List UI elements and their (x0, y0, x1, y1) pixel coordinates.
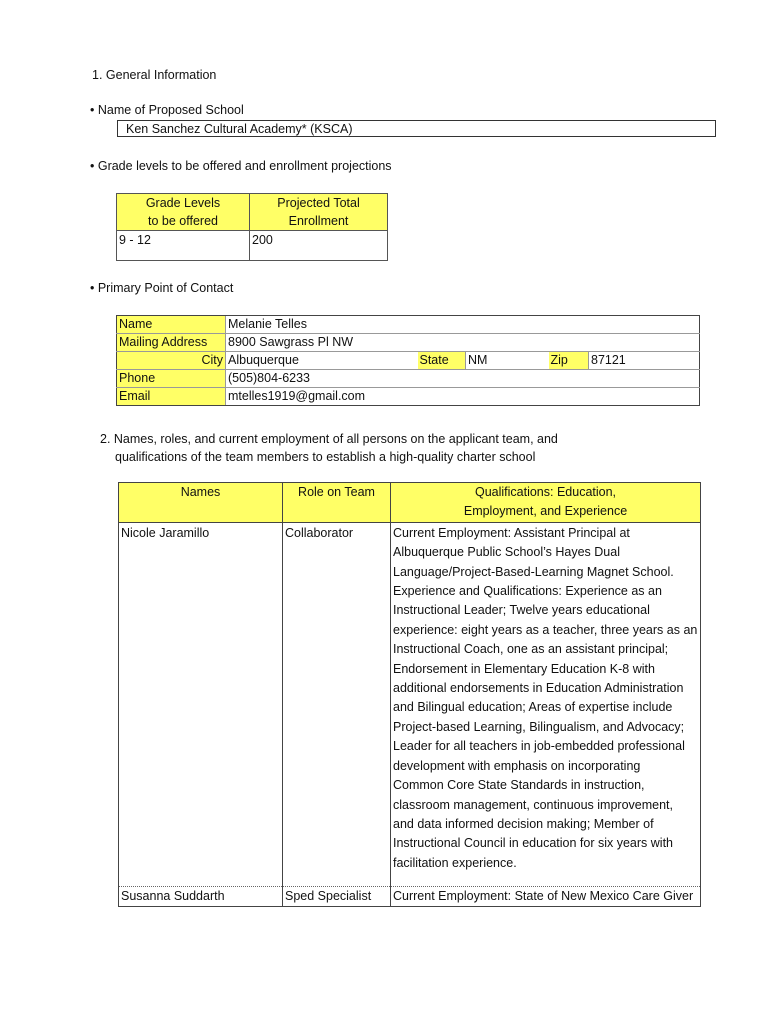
email-value: mtelles1919@gmail.com (226, 388, 700, 406)
grade-header-line2: to be offered (148, 214, 218, 228)
grade-levels-label: • Grade levels to be offered and enrollment projections (90, 159, 392, 173)
enrollment-header-line1: Projected Total (277, 196, 360, 210)
member-role: Sped Specialist (283, 886, 391, 906)
qualification-line: and Bilingual education; Areas of expertise include (393, 700, 673, 715)
qualification-line: additional endorsements in Education Administration (393, 681, 684, 696)
school-name-label: • Name of Proposed School (90, 103, 244, 117)
section1-heading: 1. General Information (92, 68, 217, 82)
table-row (119, 886, 701, 906)
qualification-line: and data informed decision making; Member of (393, 816, 654, 831)
qualification-line: Current Employment: Assistant Principal at (393, 525, 630, 540)
contact-name-label: Name (117, 316, 226, 334)
member-qualifications (391, 522, 701, 886)
role-column-header (283, 483, 391, 523)
role-header-text: Role on Team (298, 485, 375, 499)
qualification-line: Common Core State Standards in instruction, (393, 778, 645, 793)
email-label: Email (117, 388, 226, 406)
qualification-line: Instructional Leader; Twelve years educational (393, 603, 650, 618)
member-name: Nicole Jaramillo (119, 522, 283, 886)
zip-value: 87121 (589, 352, 700, 370)
qualification-line: classroom management, continuous improvement, (393, 797, 673, 812)
qualification-line: Project-based Learning, Bilingualism, and Advocacy; (393, 719, 685, 734)
qual-header-line1: Qualifications: Education, (474, 485, 617, 499)
qualification-line: Instructional Council in education for six years with (393, 836, 673, 851)
names-header-text: Names (180, 485, 221, 499)
phone-value: (505)804-6233 (226, 370, 700, 388)
qualification-line: Leader for all teachers in job-embedded professional (393, 739, 685, 754)
enrollment-header (250, 194, 388, 231)
qualifications-column-header (391, 483, 701, 523)
qual-header-line2: Employment, and Experience (463, 504, 628, 519)
city-label: City (117, 352, 226, 370)
enrollment-value: 200 (250, 231, 388, 261)
grade-header-line1: Grade Levels (145, 196, 221, 210)
qualification-line: Albuquerque Public School’s Hayes Dual (393, 545, 620, 560)
grade-levels-header (117, 194, 250, 231)
member-qualifications (391, 886, 701, 906)
enrollment-header-line2: Enrollment (288, 214, 349, 228)
section2-heading-line1: 2. Names, roles, and current employment of all persons on the applicant team, and (100, 432, 558, 446)
qualification-line: Current Employment: State of New Mexico Care Giver (393, 888, 694, 903)
qualification-line: facilitation experience. (393, 855, 517, 870)
primary-contact-label: • Primary Point of Contact (90, 281, 234, 295)
qualification-line: development with emphasis on incorporating (393, 758, 641, 773)
qualification-line: Language/Project-Based-Learning Magnet School. (393, 564, 674, 579)
zip-label: Zip (549, 352, 589, 370)
phone-label: Phone (117, 370, 226, 388)
state-label: State (418, 352, 466, 370)
team-table (118, 482, 701, 907)
city-value: Albuquerque (226, 352, 418, 370)
contact-name: Melanie Telles (226, 316, 700, 334)
grade-levels-table (116, 193, 388, 261)
mailing-address: 8900 Sawgrass Pl NW (226, 334, 700, 352)
section2-heading-line2: qualifications of the team members to establish a high-quality charter school (115, 450, 536, 464)
qualification-line: experience: eight years as a teacher, three years as an (393, 622, 698, 637)
grades-value: 9 - 12 (117, 231, 250, 261)
member-role: Collaborator (283, 522, 391, 886)
contact-table (116, 315, 700, 406)
school-name-field: Ken Sanchez Cultural Academy* (KSCA) (117, 120, 716, 137)
qualification-line: Instructional Coach, one as an assistant principal; (393, 642, 669, 657)
table-row (119, 522, 701, 886)
qualification-line: Endorsement in Elementary Education K-8 with (393, 661, 655, 676)
state-value: NM (466, 352, 549, 370)
member-name: Susanna Suddarth (119, 886, 283, 906)
qualification-line: Experience and Qualifications: Experience as an (393, 584, 662, 599)
names-column-header (119, 483, 283, 523)
mailing-address-label: Mailing Address (117, 334, 226, 352)
